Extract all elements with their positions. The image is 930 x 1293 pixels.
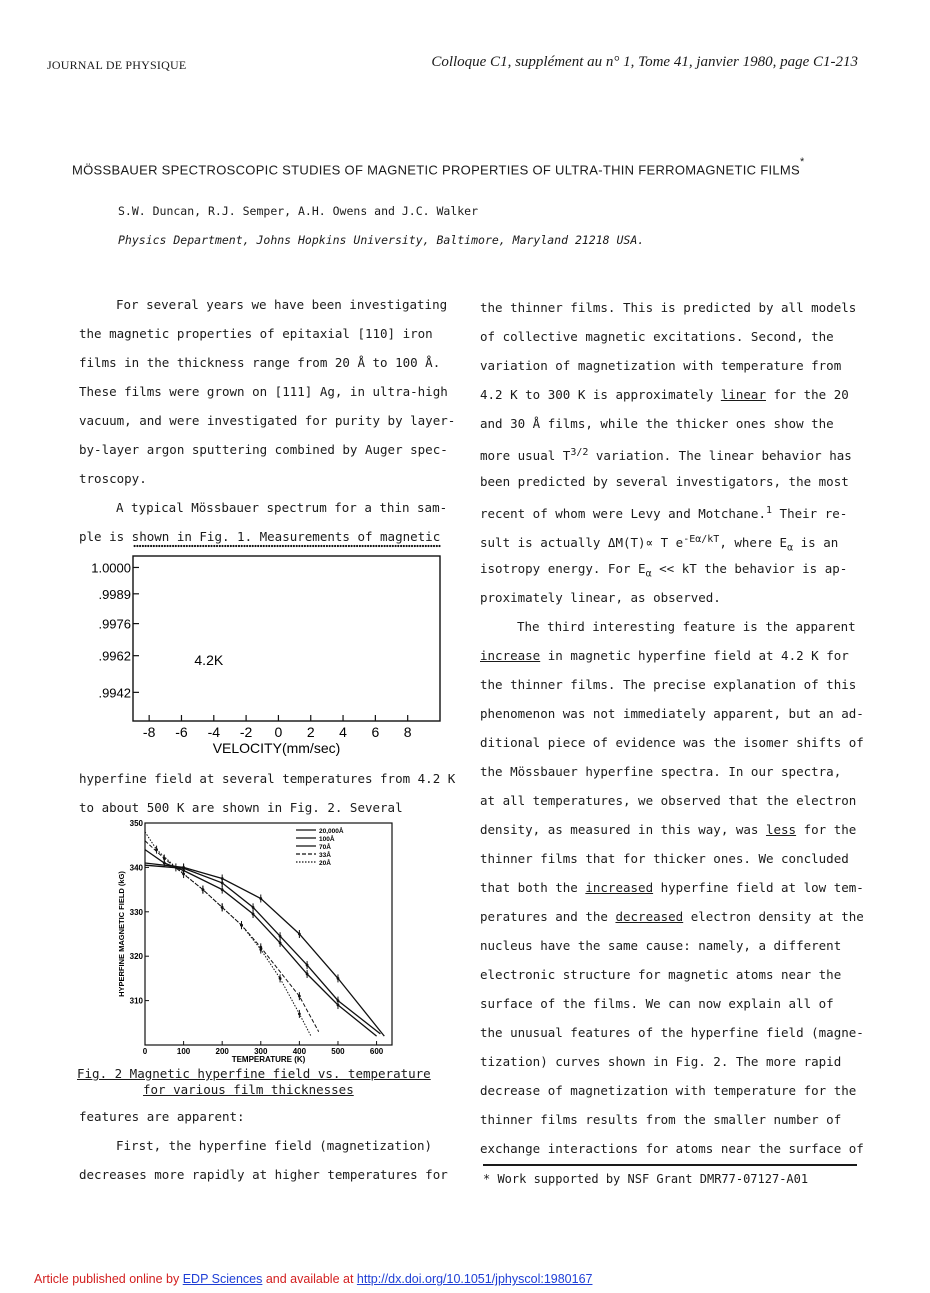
data-point bbox=[373, 545, 375, 547]
y-tick-label: 330 bbox=[129, 907, 143, 917]
plot-frame bbox=[133, 556, 440, 721]
text-line: the Mössbauer hyperfine spectra. In our spectra, bbox=[480, 764, 842, 779]
data-point bbox=[147, 545, 149, 547]
text-line: nucleus have the same cause: namely, a different bbox=[480, 938, 842, 953]
text-line bbox=[480, 815, 864, 844]
data-point bbox=[384, 545, 386, 547]
data-point bbox=[180, 545, 182, 547]
notice-middle: and available at bbox=[262, 1272, 357, 1286]
text-line: electronic structure for magnetic atoms near the bbox=[480, 967, 842, 982]
y-tick-label: 350 bbox=[129, 819, 143, 828]
data-point bbox=[438, 545, 440, 547]
y-tick-label: .9962 bbox=[98, 648, 131, 664]
text-line bbox=[480, 496, 864, 525]
data-point bbox=[375, 545, 377, 547]
data-point bbox=[252, 545, 254, 547]
data-point bbox=[287, 545, 289, 547]
data-point bbox=[296, 545, 298, 547]
text-line bbox=[480, 902, 864, 931]
text-line: For several years we have been investigating bbox=[116, 297, 448, 312]
data-point bbox=[164, 545, 166, 547]
data-point bbox=[235, 545, 237, 547]
data-point bbox=[301, 545, 303, 547]
data-point bbox=[249, 545, 251, 547]
data-point bbox=[210, 545, 212, 547]
fig2-caption-line2: for various film thicknesses bbox=[143, 1082, 354, 1097]
x-tick-label: 400 bbox=[292, 1047, 307, 1056]
data-point bbox=[216, 545, 218, 547]
data-point bbox=[282, 545, 284, 547]
data-point bbox=[259, 948, 262, 951]
data-point bbox=[279, 941, 282, 944]
data-point bbox=[254, 545, 256, 547]
data-point bbox=[414, 545, 416, 547]
legend-label: 100Å bbox=[319, 836, 335, 843]
data-point bbox=[433, 545, 435, 547]
data-point bbox=[320, 545, 322, 547]
data-point bbox=[158, 545, 160, 547]
publication-notice bbox=[34, 1272, 592, 1286]
data-point bbox=[155, 848, 158, 851]
text-line: and 30 Å films, while the thicker ones show the bbox=[480, 416, 834, 431]
data-point bbox=[153, 545, 155, 547]
y-axis-label: HYPERFINE MAGNETIC FIELD (kG) bbox=[117, 871, 126, 997]
text-line: decreases more rapidly at higher temperatures for bbox=[79, 1167, 448, 1182]
footnote-divider bbox=[483, 1164, 857, 1166]
x-tick-label: 300 bbox=[254, 1047, 268, 1056]
data-point bbox=[359, 545, 361, 547]
data-point bbox=[221, 906, 224, 909]
legend-label: 20,000Å bbox=[319, 828, 344, 835]
data-point bbox=[163, 857, 166, 860]
x-axis-label: VELOCITY(mm/sec) bbox=[212, 740, 341, 756]
text-line: exchange interactions for atoms near the surface of bbox=[480, 1141, 864, 1156]
emphasis-linear: linear bbox=[720, 387, 766, 402]
plot-frame bbox=[145, 823, 392, 1045]
data-point bbox=[169, 545, 171, 547]
text-run: , where E bbox=[719, 535, 788, 551]
data-point bbox=[345, 545, 347, 547]
text-line: features are apparent: bbox=[79, 1109, 245, 1124]
y-tick-label: 340 bbox=[129, 863, 143, 873]
data-point bbox=[201, 888, 204, 891]
fig1-plot-area bbox=[91, 545, 440, 756]
text-run: that both the bbox=[480, 880, 586, 895]
data-point bbox=[241, 545, 243, 547]
doi-link[interactable]: http://dx.doi.org/10.1051/jphyscol:1980167 bbox=[356, 1272, 593, 1286]
fig2-hyperfine-chart bbox=[100, 815, 400, 1067]
series-line bbox=[145, 865, 380, 1034]
fig1-spectrum bbox=[91, 546, 450, 772]
footnote: * Work supported by NSF Grant DMR77-07127-A01 bbox=[483, 1172, 809, 1186]
temperature-annotation: 4.2K bbox=[194, 651, 224, 668]
data-point bbox=[298, 995, 301, 998]
data-point bbox=[400, 545, 402, 547]
data-point bbox=[197, 545, 199, 547]
data-point bbox=[337, 1004, 340, 1007]
data-point bbox=[403, 545, 405, 547]
text-line: at all temperatures, we observed that the electron bbox=[480, 793, 857, 808]
data-point bbox=[370, 545, 372, 547]
data-point bbox=[186, 545, 188, 547]
data-point bbox=[194, 545, 196, 547]
text-line bbox=[480, 438, 864, 467]
data-point bbox=[279, 977, 282, 980]
data-point bbox=[279, 545, 281, 547]
text-line: the magnetic properties of epitaxial [110] iron bbox=[79, 326, 433, 341]
y-tick-label: .9989 bbox=[98, 586, 131, 602]
colloque-header: Colloque C1, supplément au n° 1, Tome 41, janvier 1980, page C1-213 bbox=[431, 54, 858, 70]
data-point bbox=[389, 545, 391, 547]
text-line: proximately linear, as observed. bbox=[480, 590, 721, 605]
data-point bbox=[189, 545, 191, 547]
data-point bbox=[219, 545, 221, 547]
data-point bbox=[364, 545, 366, 547]
legend-label: 33Å bbox=[319, 852, 331, 859]
data-point bbox=[386, 545, 388, 547]
data-point bbox=[268, 545, 270, 547]
x-tick-label: 4 bbox=[339, 724, 347, 740]
data-point bbox=[304, 545, 306, 547]
data-point bbox=[323, 545, 325, 547]
data-point bbox=[274, 545, 276, 547]
text-run: for the 20 bbox=[765, 387, 849, 402]
text-line: These films were grown on [111] Ag, in ultra-high bbox=[79, 384, 448, 399]
text-line: First, the hyperfine field (magnetization) bbox=[116, 1138, 433, 1153]
x-tick-label: -6 bbox=[175, 724, 188, 740]
data-point bbox=[263, 545, 265, 547]
x-axis-label: TEMPERATURE (K) bbox=[231, 1055, 306, 1064]
data-point bbox=[202, 545, 204, 547]
authors: S.W. Duncan, R.J. Semper, A.H. Owens and J.C. Walker bbox=[118, 204, 479, 218]
data-point bbox=[252, 913, 255, 916]
data-point bbox=[232, 545, 234, 547]
data-point bbox=[279, 935, 282, 938]
x-tick-label: 500 bbox=[331, 1047, 345, 1056]
text-line: by-layer argon sputtering combined by Auger spec- bbox=[79, 442, 448, 457]
text-line: the thinner films. This is predicted by all models bbox=[480, 300, 857, 315]
title-footnote-mark: * bbox=[800, 156, 805, 168]
title-text: MÖSSBAUER SPECTROSCOPIC STUDIES OF MAGNETIC PROPERTIES OF ULTRA-THIN FERROMAGNETIC FILMS bbox=[72, 162, 800, 178]
data-point bbox=[309, 545, 311, 547]
text-run: in magnetic hyperfine field at 4.2 K for bbox=[540, 648, 849, 663]
edp-sciences-link[interactable]: EDP Sciences bbox=[182, 1272, 263, 1286]
left-col-p4 bbox=[79, 1102, 448, 1189]
x-tick-label: 0 bbox=[274, 724, 283, 740]
data-point bbox=[298, 933, 301, 936]
data-point bbox=[208, 545, 210, 547]
data-point bbox=[174, 866, 177, 869]
text-line: the unusual features of the hyperfine field (magne- bbox=[480, 1025, 864, 1040]
x-tick-label: -2 bbox=[239, 724, 253, 740]
emphasis-less: less bbox=[765, 822, 797, 837]
text-run: is an bbox=[793, 535, 839, 551]
data-point bbox=[356, 545, 358, 547]
left-col-p1 bbox=[79, 290, 455, 551]
data-point bbox=[329, 545, 331, 547]
data-point bbox=[348, 545, 350, 547]
text-line bbox=[480, 525, 864, 554]
data-point bbox=[326, 545, 328, 547]
text-run: recent of whom were Levy and Motchane. bbox=[480, 506, 766, 522]
data-point bbox=[145, 545, 147, 547]
text-run: sult is actually ΔM(T)∝ T e bbox=[480, 535, 684, 551]
data-point bbox=[276, 545, 278, 547]
data-point bbox=[221, 888, 224, 891]
fig2-caption bbox=[77, 1066, 431, 1098]
x-tick-label: 2 bbox=[306, 724, 315, 740]
series-line bbox=[145, 832, 311, 1036]
data-point bbox=[227, 545, 229, 547]
data-point bbox=[257, 545, 259, 547]
x-tick-label: 600 bbox=[369, 1047, 384, 1056]
data-point bbox=[167, 545, 169, 547]
text-line bbox=[480, 380, 864, 409]
text-line bbox=[480, 873, 864, 902]
y-tick-label: .9976 bbox=[98, 616, 131, 632]
data-point bbox=[199, 545, 201, 547]
text-line: been predicted by several investigators, the most bbox=[480, 474, 849, 489]
data-point bbox=[419, 545, 421, 547]
data-point bbox=[353, 545, 355, 547]
text-line: to about 500 K are shown in Fig. 2. Several bbox=[79, 800, 403, 815]
data-point bbox=[136, 545, 138, 547]
superscript: -Eα/kT bbox=[683, 534, 720, 545]
data-point bbox=[172, 545, 174, 547]
data-point bbox=[139, 545, 141, 547]
emphasis-decreased: decreased bbox=[615, 909, 684, 924]
data-point bbox=[367, 545, 369, 547]
data-point bbox=[342, 545, 344, 547]
data-point bbox=[306, 973, 309, 976]
data-point bbox=[298, 545, 300, 547]
right-col bbox=[480, 293, 864, 1163]
x-tick-label: -4 bbox=[207, 724, 221, 740]
text-line: phenomenon was not immediately apparent, but an ad- bbox=[480, 706, 864, 721]
data-point bbox=[221, 545, 223, 547]
data-point bbox=[293, 545, 295, 547]
data-point bbox=[221, 882, 224, 885]
data-point bbox=[406, 545, 408, 547]
data-point bbox=[411, 545, 413, 547]
data-point bbox=[430, 545, 432, 547]
data-point bbox=[240, 924, 243, 927]
text-line: of collective magnetic excitations. Second, the bbox=[480, 329, 834, 344]
data-point bbox=[290, 545, 292, 547]
data-point bbox=[259, 897, 262, 900]
y-tick-label: .9942 bbox=[98, 685, 131, 701]
text-run: peratures and the bbox=[480, 909, 616, 924]
data-point bbox=[381, 545, 383, 547]
legend-label: 20Å bbox=[319, 860, 331, 867]
text-run: more usual T bbox=[480, 448, 571, 464]
data-point bbox=[134, 545, 136, 547]
data-point bbox=[238, 545, 240, 547]
data-point bbox=[205, 545, 207, 547]
data-point bbox=[156, 545, 158, 547]
data-point bbox=[178, 545, 180, 547]
fig2-caption-line1: Fig. 2 Magnetic hyperfine field vs. temperature bbox=[77, 1066, 431, 1081]
text-run: hyperfine field at low tem- bbox=[653, 880, 864, 895]
text-line: vacuum, and were investigated for purity by layer- bbox=[79, 413, 456, 428]
data-point bbox=[191, 545, 193, 547]
data-point bbox=[334, 545, 336, 547]
text-run: 4.2 K to 300 K is approximately bbox=[480, 387, 721, 402]
text-run: << kT the behavior is ap- bbox=[651, 561, 848, 576]
data-point bbox=[246, 545, 248, 547]
fig2-plot-area bbox=[117, 819, 392, 1064]
text-line: ple is shown in Fig. 1. Measurements of magnetic bbox=[79, 529, 441, 544]
text-line bbox=[480, 554, 864, 583]
y-tick-label: 1.0000 bbox=[91, 560, 131, 576]
data-point bbox=[397, 545, 399, 547]
emphasis-increase: increase bbox=[480, 648, 541, 663]
data-point bbox=[150, 545, 152, 547]
data-point bbox=[362, 545, 364, 547]
x-tick-label: 8 bbox=[403, 724, 412, 740]
series-line bbox=[145, 841, 319, 1032]
text-line: thinner films that for thicker ones. We concluded bbox=[480, 851, 849, 866]
data-point bbox=[337, 545, 339, 547]
affiliation: Physics Department, Johns Hopkins University, Baltimore, Maryland 21218 USA. bbox=[118, 233, 645, 247]
text-line: tization) curves shown in Fig. 2. The more rapid bbox=[480, 1054, 842, 1069]
data-point bbox=[408, 545, 410, 547]
text-line: troscopy. bbox=[79, 471, 147, 486]
data-point bbox=[392, 545, 394, 547]
text-line: hyperfine field at several temperatures from 4.2 K bbox=[79, 771, 456, 786]
text-line: A typical Mössbauer spectrum for a thin sam- bbox=[116, 500, 448, 515]
data-point bbox=[427, 545, 429, 547]
data-point bbox=[312, 545, 314, 547]
data-point bbox=[285, 545, 287, 547]
data-point bbox=[252, 906, 255, 909]
x-tick-label: 200 bbox=[215, 1047, 229, 1056]
data-point bbox=[436, 545, 438, 547]
x-tick-label: 0 bbox=[142, 1047, 148, 1056]
emphasis-increased: increased bbox=[585, 880, 654, 895]
superscript: 3/2 bbox=[570, 447, 589, 458]
data-point bbox=[142, 545, 144, 547]
data-point bbox=[243, 545, 245, 547]
data-point bbox=[224, 545, 226, 547]
data-point bbox=[230, 545, 232, 547]
data-point bbox=[395, 545, 397, 547]
text-line: The third interesting feature is the apparent bbox=[517, 619, 856, 634]
text-run: Their re- bbox=[772, 506, 848, 522]
subscript: α bbox=[787, 542, 794, 554]
data-point bbox=[378, 545, 380, 547]
text-line: ditional piece of evidence was the isomer shifts of bbox=[480, 735, 864, 750]
x-tick-label: 6 bbox=[371, 724, 380, 740]
text-line: surface of the films. We can now explain all of bbox=[480, 996, 834, 1011]
text-run: isotropy energy. For E bbox=[480, 561, 646, 576]
journal-name: JOURNAL DE PHYSIQUE bbox=[47, 58, 187, 72]
data-point bbox=[351, 545, 353, 547]
text-run: variation. The linear behavior has bbox=[588, 448, 852, 464]
series-line bbox=[145, 850, 377, 1037]
notice-prefix: Article published online by bbox=[34, 1272, 183, 1286]
text-run: for the bbox=[796, 822, 857, 837]
text-line: thinner films results from the smaller number of bbox=[480, 1112, 842, 1127]
data-point bbox=[340, 545, 342, 547]
y-tick-label: 310 bbox=[129, 996, 143, 1006]
data-point bbox=[298, 1013, 301, 1016]
paper-title bbox=[72, 156, 805, 178]
y-tick-label: 320 bbox=[129, 952, 143, 962]
text-line: the thinner films. The precise explanation of this bbox=[480, 677, 857, 692]
text-run: density, as measured in this way, was bbox=[480, 822, 766, 837]
data-point bbox=[307, 545, 309, 547]
data-point bbox=[306, 964, 309, 967]
x-tick-label: -8 bbox=[142, 724, 156, 740]
data-point bbox=[213, 545, 215, 547]
left-col-p3 bbox=[79, 764, 455, 822]
legend-label: 70Å bbox=[319, 844, 331, 851]
data-point bbox=[161, 545, 163, 547]
series-line bbox=[145, 863, 384, 1036]
data-point bbox=[337, 977, 340, 980]
data-point bbox=[416, 545, 418, 547]
text-line: films in the thickness range from 20 Å to 100 Å. bbox=[79, 355, 441, 370]
data-point bbox=[318, 545, 320, 547]
text-line bbox=[480, 641, 864, 670]
data-point bbox=[260, 545, 262, 547]
data-point bbox=[315, 545, 317, 547]
text-line: variation of magnetization with temperature from bbox=[480, 358, 842, 373]
data-point bbox=[425, 545, 427, 547]
text-line: decrease of magnetization with temperature for the bbox=[480, 1083, 857, 1098]
subscript: α bbox=[645, 568, 652, 580]
data-point bbox=[422, 545, 424, 547]
text-run: electron density at the bbox=[683, 909, 864, 924]
data-point bbox=[265, 545, 267, 547]
reference-mark: 1 bbox=[765, 505, 773, 516]
data-point bbox=[175, 545, 177, 547]
data-point bbox=[183, 545, 185, 547]
data-point bbox=[271, 545, 273, 547]
data-point bbox=[331, 545, 333, 547]
x-tick-label: 100 bbox=[176, 1047, 191, 1056]
